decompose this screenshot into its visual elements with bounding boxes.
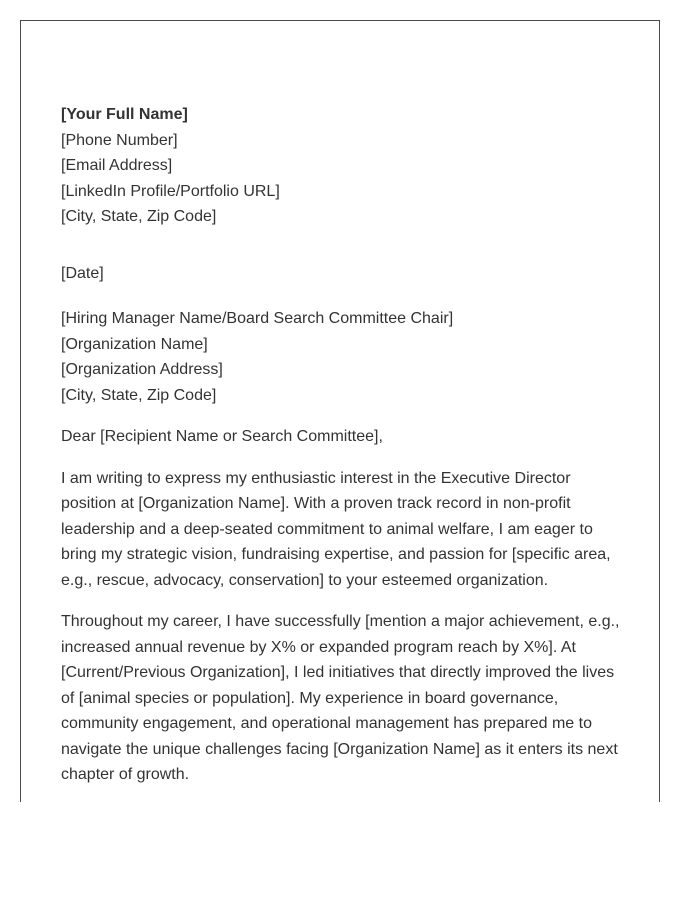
paragraph-line: I am writing to express my enthusiastic interest in the Executive Director (61, 469, 571, 487)
sender-name: [Your Full Name] (61, 106, 188, 123)
recipient-block (61, 306, 626, 408)
paragraph-line: increased annual revenue by X% or expanded program reach by X%]. At (61, 638, 576, 656)
sender-location: [City, State, Zip Code] (61, 208, 217, 225)
paragraph-line: e.g., rescue, advocacy, conservation] to your esteemed organization. (61, 571, 549, 589)
paragraph-line: bring my strategic vision, fundraising expertise, and passion for [specific area, (61, 546, 611, 563)
recipient-location: [City, State, Zip Code] (61, 386, 217, 404)
paragraph-line: navigate the unique challenges facing [Organization Name] as it enters its next (61, 740, 618, 758)
sender-email: [Email Address] (61, 157, 173, 174)
paragraph-line: community engagement, and operational management has prepared me to (61, 715, 592, 732)
paragraph-line: Throughout my career, I have successfully [mention a major achievement, e.g., (61, 613, 620, 630)
salutation (61, 424, 626, 450)
recipient-address: [Organization Address] (61, 361, 223, 378)
body-paragraph-1 (61, 466, 626, 594)
date-block (61, 261, 626, 287)
body-paragraph-2 (61, 609, 626, 788)
paragraph-line: leadership and a deep-seated commitment to animal welfare, I am eager to (61, 520, 593, 538)
recipient-name: [Hiring Manager Name/Board Search Committee Chair] (61, 310, 454, 327)
sender-block (61, 102, 626, 230)
sender-linkedin: [LinkedIn Profile/Portfolio URL] (61, 182, 280, 200)
letter-content (61, 102, 626, 788)
paragraph-line: of [animal species or population]. My experience in board governance, (61, 689, 559, 707)
paragraph-line: position at [Organization Name]. With a proven track record in non-profit (61, 495, 571, 512)
letter-page (20, 20, 660, 802)
letter-date: [Date] (61, 264, 104, 282)
salutation-text: Dear [Recipient Name or Search Committee], (61, 428, 383, 445)
paragraph-line: [Current/Previous Organization], I led initiatives that directly improved the lives (61, 664, 615, 681)
paragraph-line: chapter of growth. (61, 766, 190, 783)
sender-phone: [Phone Number] (61, 131, 178, 149)
recipient-organization: [Organization Name] (61, 335, 208, 353)
